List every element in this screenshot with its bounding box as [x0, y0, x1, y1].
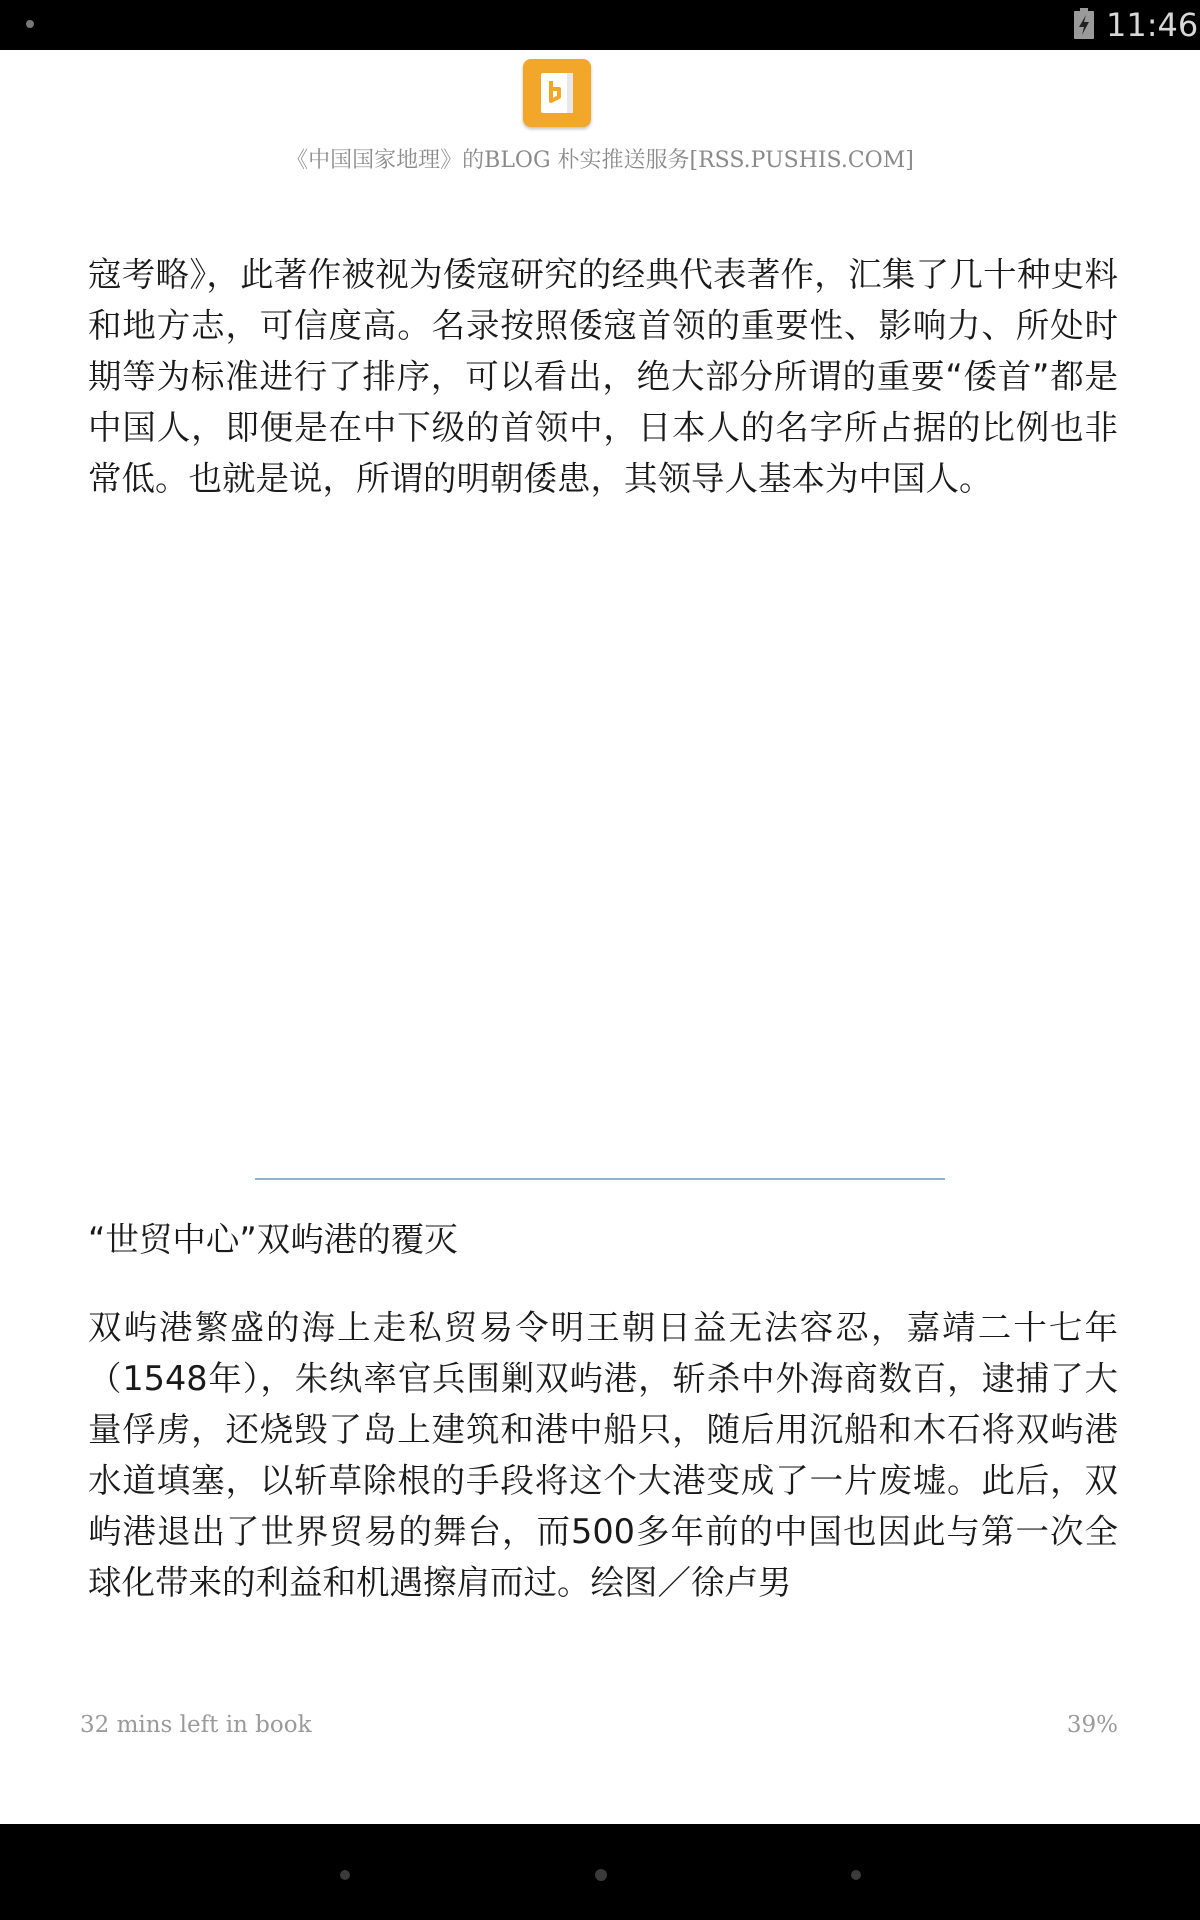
battery-charging-icon	[1073, 8, 1095, 40]
book-title: 《中国国家地理》的BLOG 朴实推送服务[RSS.PUSHIS.COM]	[286, 148, 914, 173]
nav-home-icon[interactable]	[595, 1869, 607, 1881]
section-heading: “世贸中心”双屿港的覆灭	[88, 1220, 458, 1259]
paragraph-1: 寇考略》，此著作被视为倭寇研究的经典代表著作，汇集了几十种史料和地方志，可信度高。名录按照倭寇首领的重要性、影响力、所处时期等为标准进行了排序，可以看出，绝大部分所谓的重要“倭首”都是中国人，即便是在中下级的首领中，日本人的名字所占据的比例也非常低。也就是说，所谓的明朝倭患，其领导人基本为中国人。	[88, 255, 1118, 498]
time-left-in-book: 32 mins left in book	[80, 1712, 312, 1738]
book-reader-glyph	[523, 59, 591, 127]
book-reader-icon[interactable]	[523, 59, 591, 127]
nav-back-icon[interactable]	[340, 1870, 350, 1880]
paragraph-2: 双屿港繁盛的海上走私贸易令明王朝日益无法容忍，嘉靖二十七年（1548年），朱纨率官兵围剿双屿港，斩杀中外海商数百，逮捕了大量俘虏，还烧毁了岛上建筑和港中船只，随后用沉船和木石将双屿港水道填塞，以斩草除根的手段将这个大港变成了一片废墟。此后，双屿港退出了世界贸易的舞台，而500多年前的中国也因此与第一次全球化带来的利益和机遇擦肩而过。绘图／徐卢男	[88, 1308, 1118, 1602]
navigation-bar	[0, 1824, 1200, 1920]
clock: 11:46	[1106, 6, 1199, 44]
reading-progress-percent: 39%	[1066, 1712, 1118, 1738]
nav-recents-icon[interactable]	[851, 1870, 861, 1880]
section-divider	[255, 1178, 945, 1180]
status-bar	[0, 0, 1200, 50]
notification-dot-icon	[26, 20, 34, 28]
